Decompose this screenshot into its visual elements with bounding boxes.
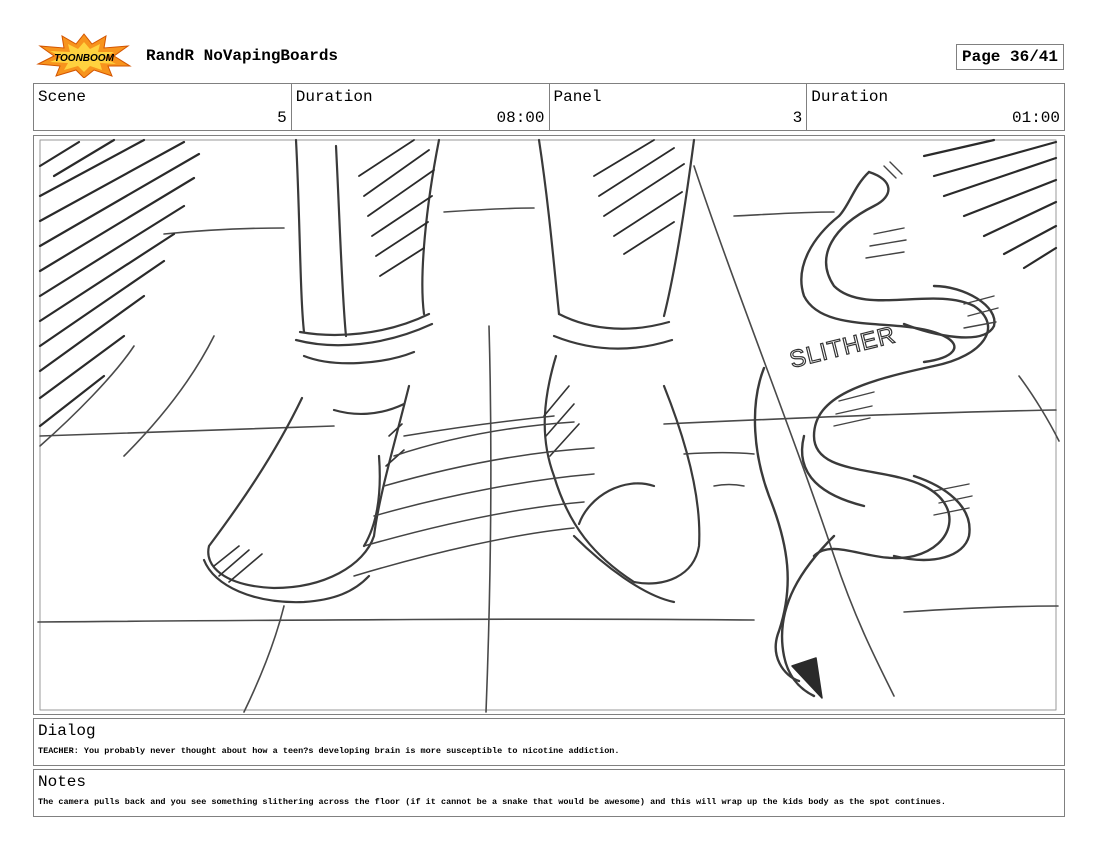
scene-value: 5 <box>277 109 287 127</box>
page-indicator: Page 36/41 <box>956 44 1064 70</box>
logo-text: TOONBOOM <box>54 53 114 64</box>
panel-sketch <box>34 136 1064 714</box>
left-boot <box>204 386 409 602</box>
hatch-top-right <box>924 140 1056 268</box>
notes-box <box>33 769 1065 817</box>
right-boot <box>545 356 700 602</box>
notes-title: Notes <box>38 773 87 791</box>
panel-value: 3 <box>792 109 803 127</box>
panel-duration-cell <box>807 84 1064 130</box>
dialog-title: Dialog <box>38 722 96 740</box>
toonboom-logo <box>36 32 132 78</box>
right-leg <box>539 140 694 349</box>
panel-duration-value: 01:00 <box>1011 109 1060 127</box>
panel-duration-label: Duration <box>811 88 889 106</box>
project-title: RandR NoVapingBoards <box>146 47 339 65</box>
panel-cell <box>550 84 808 130</box>
left-boot-hatch <box>214 424 404 582</box>
panel-label: Panel <box>553 88 602 106</box>
storyboard-panel <box>33 135 1065 715</box>
scene-duration-cell <box>292 84 550 130</box>
scene-cell <box>34 84 292 130</box>
info-bar <box>33 83 1065 131</box>
right-leg-hatch <box>594 140 684 254</box>
sfx-slither: SLITHER <box>786 321 899 374</box>
notes-text: The camera pulls back and you see something slithering across the floor (if it cannot be a snake that would be awesome) and this will wrap up the kids body as the spot continues. <box>38 797 946 807</box>
shadow-scribbles <box>354 416 754 576</box>
dialog-text: TEACHER: You probably never thought about how a teen?s developing brain is more susceptible to nicotine addiction. <box>38 746 620 756</box>
right-boot-hatch <box>544 386 579 456</box>
dialog-box <box>33 718 1065 766</box>
scene-duration-value: 08:00 <box>496 109 545 127</box>
scene-label: Scene <box>38 88 87 106</box>
scene-duration-label: Duration <box>295 88 373 106</box>
hatch-top-left <box>40 140 199 426</box>
floor-lines <box>38 166 1059 712</box>
